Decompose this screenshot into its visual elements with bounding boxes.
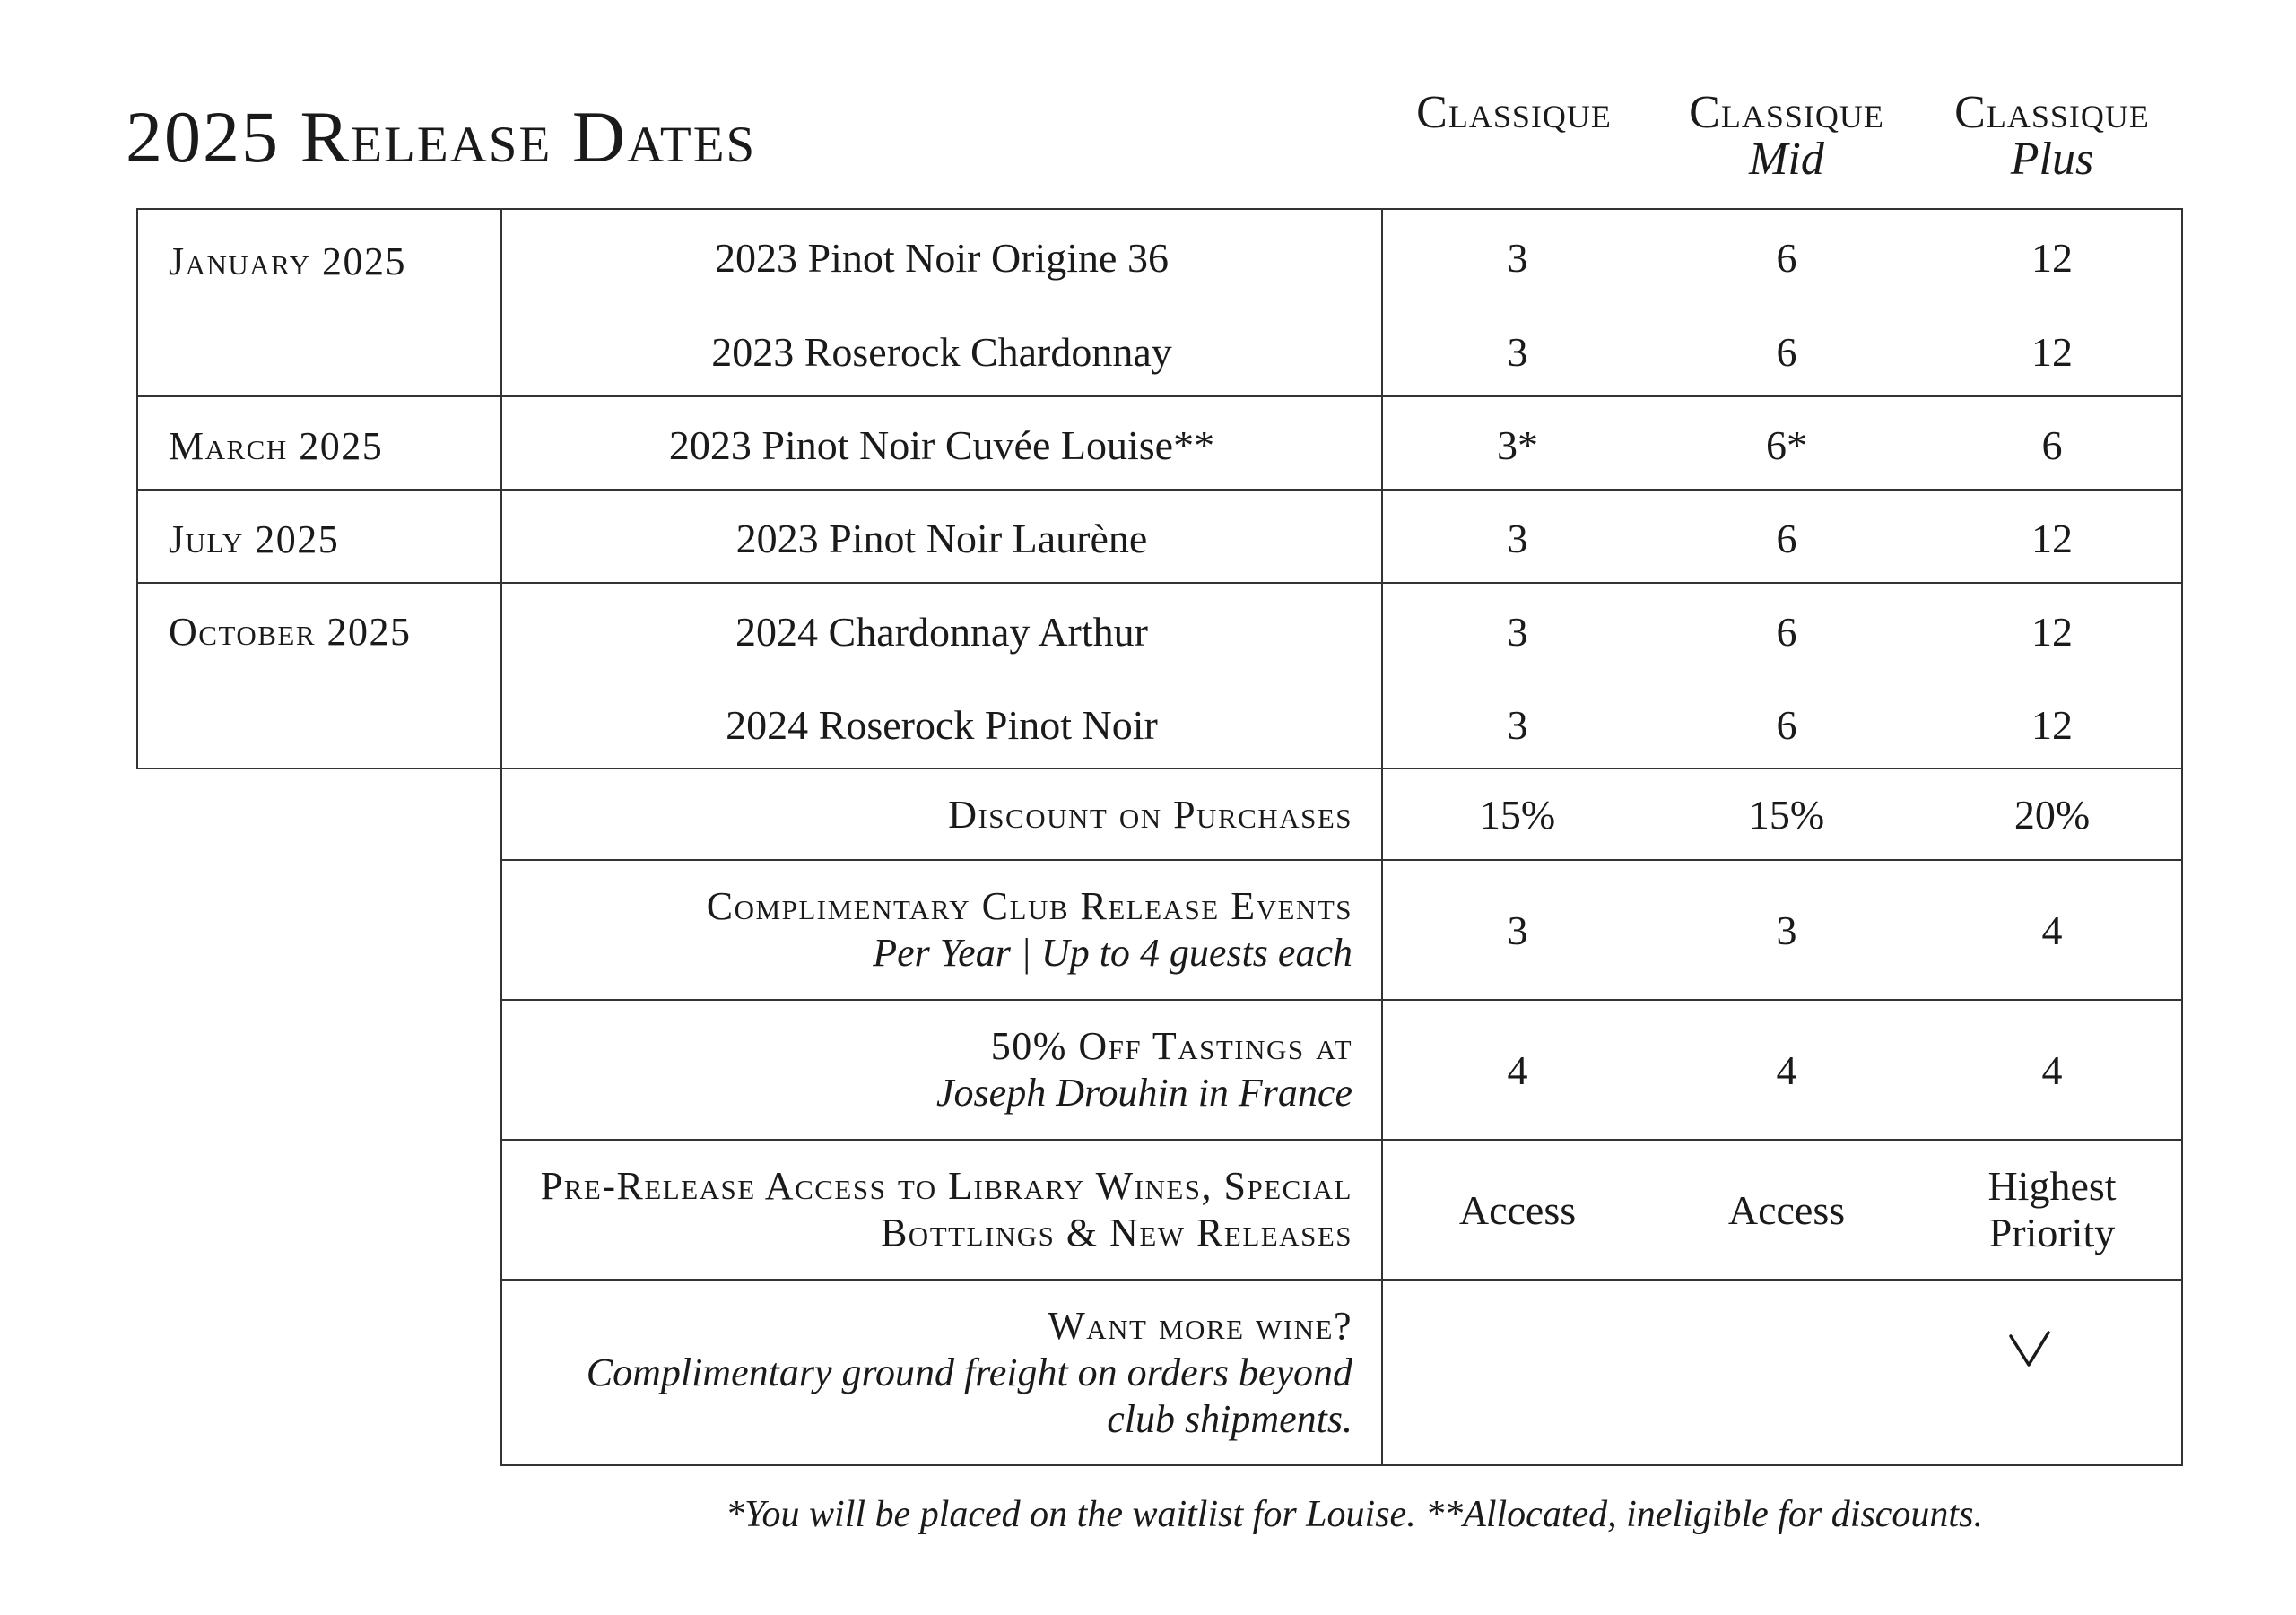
qty-classique-mid: 6* [1766,422,1807,468]
qty-classique: 3 [1507,235,1528,281]
column-header-name: Classique [1416,87,1612,138]
benefit-value: Access [1727,1187,1846,1233]
benefit-release-events [502,883,1352,977]
benefit-value: 4 [1507,1047,1528,1093]
benefit-detail: Complimentary ground freight on orders beyond [586,1350,1352,1394]
qty-classique-plus: 12 [2031,235,2073,281]
qty-classique-plus: 12 [2031,329,2073,375]
qty-classique-mid: 6 [1776,702,1797,748]
release-month: March 2025 [169,424,384,468]
qty-classique-plus: 12 [2031,609,2073,655]
qty-classique-plus: 12 [2031,702,2073,748]
release-month: January 2025 [169,239,407,283]
column-header-sub: Plus [2010,134,2094,185]
benefit-value: 4 [1776,1047,1797,1093]
benefit-title: Bottlings & New Releases [880,1211,1352,1255]
benefit-title: Pre-Release Access to Library Wines, Special [540,1164,1352,1208]
release-month: October 2025 [169,610,412,654]
benefit-value: 4 [2041,907,2063,953]
row-divider [500,859,2183,861]
column-header-name: Classique [1689,87,1884,138]
wine-name: 2024 Chardonnay Arthur [735,609,1148,655]
qty-classique: 3 [1507,702,1528,748]
row-divider [136,395,2183,397]
benefit-value: 3 [1776,907,1797,953]
qty-classique-mid: 6 [1776,516,1797,561]
wine-name: 2023 Roserock Chardonnay [711,329,1172,375]
benefit-pre-release [502,1163,1352,1256]
column-header-sub: Mid [1749,134,1824,185]
column-header-classique-mid [1652,87,1921,185]
column-header-name: Classique [1954,87,2150,138]
benefit-value: Access [1458,1187,1577,1233]
benefit-title: Complimentary Club Release Events [706,884,1352,928]
qty-classique-plus: 6 [2041,422,2063,468]
qty-classique: 3 [1507,329,1528,375]
qty-classique-mid: 6 [1776,329,1797,375]
row-divider [500,1464,2183,1466]
wine-name: 2024 Roserock Pinot Noir [726,702,1158,748]
wine-name: 2023 Pinot Noir Laurène [735,516,1148,561]
table-divider [2181,768,2183,1466]
benefit-value: 15% [1479,792,1556,838]
benefit-value: 4 [2041,1047,2063,1093]
benefit-discount [502,792,1352,838]
check-icon [2007,1327,2052,1372]
benefit-value: Highest Priority [1987,1163,2117,1255]
benefit-value: 20% [2013,792,2091,838]
qty-classique-plus: 12 [2031,516,2073,561]
benefit-detail: Joseph Drouhin in France [936,1071,1352,1115]
qty-classique: 3 [1507,516,1528,561]
wine-name: 2023 Pinot Noir Cuvée Louise** [668,422,1215,468]
benefit-detail: club shipments. [1107,1397,1352,1441]
page-title: 2025 Release Dates [126,96,757,178]
column-header-classique [1379,87,1648,138]
row-divider [500,1139,2183,1141]
qty-classique-mid: 6 [1776,609,1797,655]
benefit-value: 3 [1507,907,1528,953]
benefit-more-wine [502,1303,1352,1443]
benefit-title: Want more wine? [1048,1304,1352,1348]
qty-classique: 3 [1507,609,1528,655]
row-divider [136,582,2183,584]
benefit-title: Discount on Purchases [948,793,1352,837]
benefit-title: 50% Off Tastings at [990,1024,1352,1068]
benefit-detail: Per Year | Up to 4 guests each [873,931,1352,975]
benefit-value: 15% [1748,792,1825,838]
qty-classique: 3* [1497,422,1538,468]
footnote: *You will be placed on the waitlist for Louise. **Allocated, ineligible for discounts. [726,1494,1983,1535]
qty-classique-mid: 6 [1776,235,1797,281]
wine-name: 2023 Pinot Noir Origine 36 [715,235,1169,281]
release-month: July 2025 [169,517,340,561]
column-header-classique-plus [1918,87,2187,185]
row-divider [136,489,2183,491]
row-divider [500,999,2183,1001]
row-divider [500,1279,2183,1281]
benefit-tastings [502,1023,1352,1116]
